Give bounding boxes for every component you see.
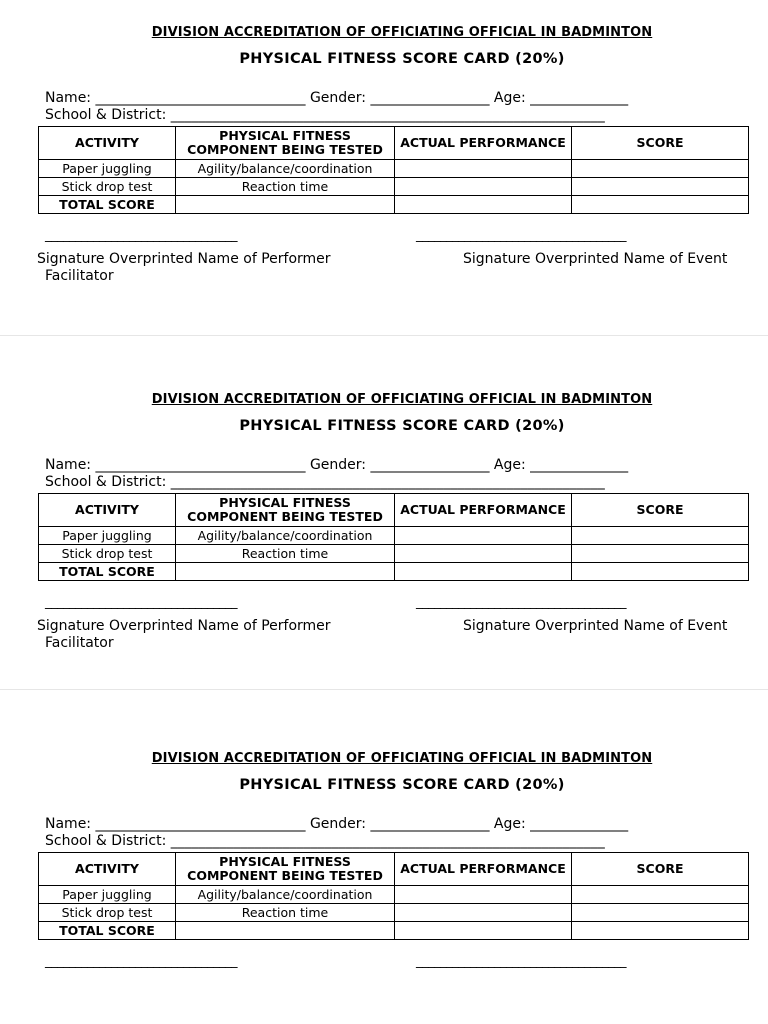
facilitator-label: Facilitator [45, 635, 114, 651]
facilitator-signature-line[interactable]: ___________________________________ [416, 228, 626, 243]
age-field[interactable]: ______________ [530, 816, 629, 832]
table-row [39, 527, 749, 545]
card-title: PHYSICAL FITNESS SCORE CARD (20%) [239, 777, 565, 793]
fitness-table [38, 126, 749, 214]
activity-cell: Stick drop test [39, 178, 176, 196]
gender-field[interactable]: _________________ [370, 816, 490, 832]
header-score: SCORE [572, 853, 749, 886]
school-field-row [45, 474, 605, 490]
performer-signature-line[interactable]: ________________________________ [45, 954, 237, 969]
school-field[interactable]: ______________________________________________________________ [170, 833, 605, 849]
school-field[interactable]: ______________________________________________________________ [170, 107, 605, 123]
header-performance: ACTUAL PERFORMANCE [395, 494, 572, 527]
component-cell: Agility/balance/coordination [176, 160, 395, 178]
activity-cell: Stick drop test [39, 545, 176, 563]
component-cell: Reaction time [176, 178, 395, 196]
facilitator-label: Facilitator [45, 268, 114, 284]
total-score-label: TOTAL SCORE [39, 563, 176, 581]
division-title: DIVISION ACCREDITATION OF OFFICIATING OFFICIAL IN BADMINTON [151, 751, 653, 766]
card-title: PHYSICAL FITNESS SCORE CARD (20%) [239, 418, 565, 434]
name-field[interactable]: ______________________________ [95, 457, 306, 473]
table-row [39, 160, 749, 178]
total-performance-cell[interactable] [395, 196, 572, 214]
table-row [39, 904, 749, 922]
school-field-row [45, 833, 605, 849]
table-header-row [39, 494, 749, 527]
header-score: SCORE [572, 494, 749, 527]
activity-cell: Paper juggling [39, 160, 176, 178]
performance-cell[interactable] [395, 904, 572, 922]
name-field[interactable]: ______________________________ [95, 816, 306, 832]
total-score-label: TOTAL SCORE [39, 196, 176, 214]
gender-label: Gender: [309, 457, 366, 473]
component-cell: Agility/balance/coordination [176, 527, 395, 545]
school-field[interactable]: ______________________________________________________________ [170, 474, 605, 490]
card-title: PHYSICAL FITNESS SCORE CARD (20%) [239, 51, 565, 67]
header-performance: ACTUAL PERFORMANCE [395, 853, 572, 886]
school-label: School & District: [45, 474, 167, 490]
facilitator-signature-line[interactable]: ___________________________________ [416, 954, 626, 969]
total-score-cell[interactable] [572, 922, 749, 940]
header-activity: ACTIVITY [39, 853, 176, 886]
total-performance-cell[interactable] [395, 922, 572, 940]
total-empty-cell [176, 563, 395, 581]
gender-field[interactable]: _________________ [370, 457, 490, 473]
header-component: PHYSICAL FITNESS COMPONENT BEING TESTED [176, 853, 395, 886]
score-cell[interactable] [572, 904, 749, 922]
total-row [39, 563, 749, 581]
name-field[interactable]: ______________________________ [95, 90, 306, 106]
total-performance-cell[interactable] [395, 563, 572, 581]
event-signature-label: Signature Overprinted Name of Event [463, 618, 728, 634]
name-field-row [45, 816, 628, 832]
name-label: Name: [45, 90, 92, 106]
performance-cell[interactable] [395, 178, 572, 196]
total-empty-cell [176, 922, 395, 940]
total-row [39, 922, 749, 940]
age-field[interactable]: ______________ [530, 457, 629, 473]
table-header-row [39, 853, 749, 886]
total-score-label: TOTAL SCORE [39, 922, 176, 940]
fitness-table [38, 493, 749, 581]
table-row [39, 178, 749, 196]
score-cell[interactable] [572, 527, 749, 545]
header-component: PHYSICAL FITNESS COMPONENT BEING TESTED [176, 494, 395, 527]
card-divider [0, 335, 768, 336]
name-field-row [45, 90, 628, 106]
fitness-table [38, 852, 749, 940]
gender-field[interactable]: _________________ [370, 90, 490, 106]
performance-cell[interactable] [395, 160, 572, 178]
table-header-row [39, 127, 749, 160]
score-card-3 [0, 726, 768, 1024]
header-performance: ACTUAL PERFORMANCE [395, 127, 572, 160]
score-cell[interactable] [572, 178, 749, 196]
header-score: SCORE [572, 127, 749, 160]
total-row [39, 196, 749, 214]
division-title: DIVISION ACCREDITATION OF OFFICIATING OFFICIAL IN BADMINTON [151, 392, 653, 407]
activity-cell: Paper juggling [39, 886, 176, 904]
score-cell[interactable] [572, 886, 749, 904]
performer-signature-line[interactable]: ________________________________ [45, 228, 237, 243]
name-label: Name: [45, 457, 92, 473]
score-cell[interactable] [572, 545, 749, 563]
total-empty-cell [176, 196, 395, 214]
card-divider [0, 689, 768, 690]
name-label: Name: [45, 816, 92, 832]
name-field-row [45, 457, 628, 473]
facilitator-signature-line[interactable]: ___________________________________ [416, 595, 626, 610]
division-title: DIVISION ACCREDITATION OF OFFICIATING OFFICIAL IN BADMINTON [151, 25, 653, 40]
school-label: School & District: [45, 107, 167, 123]
performance-cell[interactable] [395, 886, 572, 904]
score-cell[interactable] [572, 160, 749, 178]
table-row [39, 545, 749, 563]
age-label: Age: [493, 457, 526, 473]
school-label: School & District: [45, 833, 167, 849]
header-activity: ACTIVITY [39, 127, 176, 160]
age-field[interactable]: ______________ [530, 90, 629, 106]
activity-cell: Stick drop test [39, 904, 176, 922]
performer-signature-label: Signature Overprinted Name of Performer [37, 618, 331, 634]
score-card-2 [0, 367, 768, 707]
component-cell: Reaction time [176, 545, 395, 563]
performer-signature-label: Signature Overprinted Name of Performer [37, 251, 331, 267]
score-card-1 [0, 0, 768, 340]
performance-cell[interactable] [395, 545, 572, 563]
header-component: PHYSICAL FITNESS COMPONENT BEING TESTED [176, 127, 395, 160]
table-row [39, 886, 749, 904]
school-field-row [45, 107, 605, 123]
activity-cell: Paper juggling [39, 527, 176, 545]
total-score-cell[interactable] [572, 196, 749, 214]
gender-label: Gender: [309, 90, 366, 106]
total-score-cell[interactable] [572, 563, 749, 581]
age-label: Age: [493, 90, 526, 106]
gender-label: Gender: [309, 816, 366, 832]
event-signature-label: Signature Overprinted Name of Event [463, 251, 728, 267]
performance-cell[interactable] [395, 527, 572, 545]
performer-signature-line[interactable]: ________________________________ [45, 595, 237, 610]
component-cell: Reaction time [176, 904, 395, 922]
header-activity: ACTIVITY [39, 494, 176, 527]
component-cell: Agility/balance/coordination [176, 886, 395, 904]
age-label: Age: [493, 816, 526, 832]
